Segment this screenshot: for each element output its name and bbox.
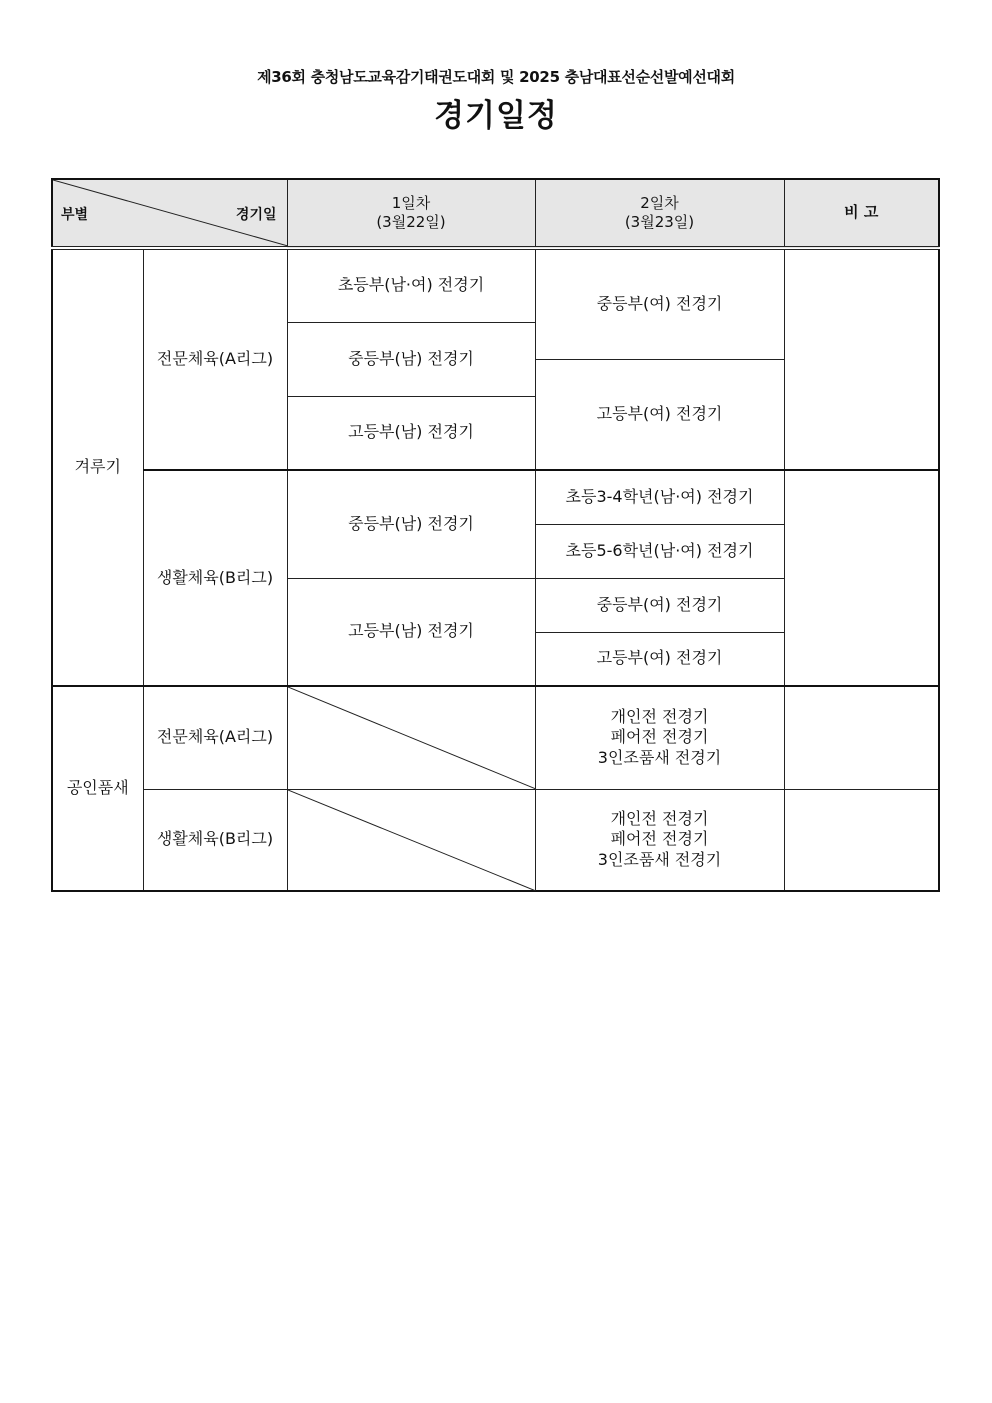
day2-poomsae-a-item-3: 3인조품새 전경기 (597, 748, 722, 768)
day1-poomsae-a-empty (287, 686, 535, 789)
day1-gyeorugi-a-item-2: 중등부(남) 전경기 (287, 322, 535, 396)
empty-cell-diagonal-line (288, 790, 536, 891)
day2-header-cell (535, 179, 784, 248)
day2-gyeorugi-a-item-2: 고등부(여) 전경기 (535, 359, 784, 470)
empty-cell-diagonal-line (288, 687, 536, 789)
remarks-cell-poomsae-a (784, 686, 939, 789)
day2-gyeorugi-b-item-2: 초등5-6학년(남·여) 전경기 (535, 524, 784, 578)
day1-poomsae-b-empty (287, 789, 535, 891)
table-row (52, 686, 939, 789)
table-header-row (52, 179, 939, 248)
day2-poomsae-b-item-2: 페어전 전경기 (610, 829, 709, 849)
schedule-table (51, 178, 940, 892)
day1-date: (3월22일) (376, 213, 446, 231)
day2-poomsae-b-item-3: 3인조품새 전경기 (597, 850, 722, 870)
division-cell-poomsae-b: 생활체육(B리그) (143, 789, 287, 891)
remarks-cell-gyeorugi-b (784, 470, 939, 686)
day1-gyeorugi-a-item-1: 초등부(남·여) 전경기 (287, 248, 535, 322)
division-cell-poomsae-a: 전문체육(A리그) (143, 686, 287, 789)
table-row (52, 789, 939, 891)
day2-gyeorugi-a-item-1: 중등부(여) 전경기 (535, 248, 784, 359)
document-title: 경기일정 (434, 98, 558, 134)
day1-gyeorugi-a-item-3: 고등부(남) 전경기 (287, 396, 535, 470)
day2-gyeorugi-b-item-4: 고등부(여) 전경기 (535, 632, 784, 686)
division-cell-gyeorugi-b: 생활체육(B리그) (143, 470, 287, 686)
match-day-header-label: 경기일 (235, 207, 277, 223)
day1-header-cell (287, 179, 535, 248)
day2-poomsae-a-item-1: 개인전 전경기 (610, 706, 709, 726)
table-row (52, 248, 939, 285)
day1-gyeorugi-b-item-1: 중등부(남) 전경기 (287, 470, 535, 578)
day1-label: 1일차 (391, 193, 431, 212)
day2-label: 2일차 (640, 193, 679, 212)
day2-poomsae-a-cell (535, 686, 784, 789)
day2-poomsae-b-item-1: 개인전 전경기 (610, 808, 709, 828)
day2-poomsae-b-cell (535, 789, 784, 891)
day2-gyeorugi-b-item-1: 초등3-4학년(남·여) 전경기 (535, 470, 784, 524)
remarks-cell-poomsae-b (784, 789, 939, 891)
day2-gyeorugi-b-item-3: 중등부(여) 전경기 (535, 578, 784, 632)
corner-header-cell (52, 179, 287, 248)
document-subtitle: 제36회 충청남도교육감기태권도대회 및 2025 충남대표선순선발예선대회 (257, 68, 735, 86)
division-header-label: 부별 (61, 207, 89, 223)
event-cell-poomsae: 공인품새 (52, 686, 143, 891)
day1-gyeorugi-b-item-2: 고등부(남) 전경기 (287, 578, 535, 686)
event-cell-gyeorugi: 겨루기 (52, 248, 143, 686)
remarks-header-cell: 비 고 (784, 179, 939, 248)
day2-date: (3월23일) (624, 213, 695, 231)
table-row (52, 470, 939, 497)
day2-poomsae-a-item-2: 페어전 전경기 (610, 727, 709, 747)
remarks-cell-gyeorugi-a (784, 248, 939, 470)
division-cell-gyeorugi-a: 전문체육(A리그) (143, 248, 287, 470)
